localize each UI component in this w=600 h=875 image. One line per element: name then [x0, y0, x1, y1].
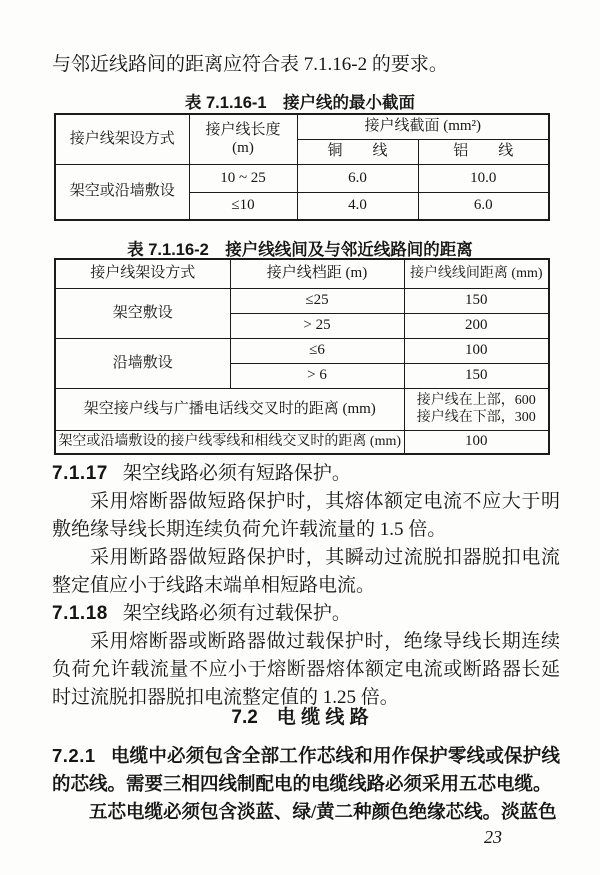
t2-cell-span: ≤6: [230, 338, 404, 363]
t1-header-length-line1: 接户线长度: [205, 121, 281, 138]
clause-7-2-1: [52, 742, 560, 799]
clause-7-2-1-block: [52, 742, 560, 827]
t1-cell-copper: 4.0: [297, 192, 418, 220]
clause-7-1-18: [52, 600, 560, 628]
clauses-block: [52, 460, 560, 712]
section-heading-7-2: 7.2 电 缆 线 路: [231, 707, 369, 728]
paragraph: 采用断路器做短路保护时，其瞬动过流脱扣器脱扣电流整定值应小于线路末端单相短路电流。: [52, 547, 560, 596]
t2-header-distance: 接户线线间距离 (mm): [404, 259, 549, 288]
t2-group-wall: 沿墙敷设: [55, 338, 230, 388]
intro-paragraph: [52, 51, 560, 79]
page-number: 23: [484, 827, 502, 847]
t2-cell-distance: 150: [404, 288, 549, 313]
table1-caption: 表 7.1.16-1 接户线的最小截面: [184, 94, 416, 112]
t1-header-copper: 铜 线: [297, 139, 418, 164]
intro-line: 与邻近线路间的距离应符合表 7.1.16-2 的要求。: [52, 54, 448, 75]
t2-neutral-value: 100: [404, 430, 549, 454]
t2-neutral-label: 架空或沿墙敷设的接户线零线和相线交叉时的距离 (mm): [55, 430, 404, 454]
t2-broadcast-value-line1: 接户线在上部，600: [416, 392, 536, 408]
clause-text: 架空线路必须有过载保护。: [122, 603, 351, 624]
t1-cell-length: 10 ~ 25: [189, 164, 297, 192]
t1-cell-length: ≤10: [189, 192, 297, 220]
t2-header-method: 接户线架设方式: [55, 259, 230, 288]
t2-cell-distance: 150: [404, 363, 549, 388]
t2-cell-span: ≤25: [230, 288, 404, 313]
paragraph: 采用熔断器做短路保护时，其熔体额定电流不应大于明敷绝缘导线长期连续负荷允许载流量的 1.5 倍。: [52, 491, 560, 540]
paragraph: 五芯电缆必须包含淡蓝、绿/黄二种颜色绝缘芯线。淡蓝色: [89, 803, 557, 823]
t2-broadcast-value-line2: 接户线在下部，300: [416, 410, 536, 425]
table-7-1-16-2: [54, 258, 550, 455]
table-row: [55, 338, 549, 363]
table2-caption: 表 7.1.16-2 接户线线间及与邻近线路间的距离: [127, 241, 473, 259]
t1-header-section-group: 接户线截面 (mm²): [297, 114, 549, 139]
t1-header-length-line2: (m): [232, 140, 254, 157]
t2-broadcast-value: [404, 388, 549, 430]
table-7-1-16-1: [54, 113, 550, 221]
table-row: [55, 114, 549, 139]
t2-cell-distance: 200: [404, 313, 549, 338]
t1-header-method: 接户线架设方式: [55, 114, 189, 164]
table-row: [55, 288, 549, 313]
paragraph: 采用熔断器或断路器做过载保护时，绝缘导线长期连续负荷允许载流量不应小于熔断器熔体额定电流或断路器长延时过流脱扣器脱扣电流整定值的 1.25 倍。: [52, 631, 560, 708]
clause-number: 7.1.17: [52, 463, 108, 484]
t2-cell-span: > 25: [230, 313, 404, 338]
clause-text: 电缆中必须包含全部工作芯线和用作保护零线或保护线的芯线。需要三相四线制配电的电缆线路必须采用五芯电缆。: [52, 747, 560, 795]
t2-group-overhead: 架空敷设: [55, 288, 230, 338]
clause-number: 7.1.18: [52, 603, 108, 624]
t2-broadcast-label: 架空接户线与广播电话线交叉时的距离 (mm): [55, 388, 404, 430]
table-row: [55, 164, 549, 192]
table-row: [55, 430, 549, 454]
t1-header-length: [189, 114, 297, 164]
clause-number: 7.2.1: [52, 745, 96, 766]
clause-text: 架空线路必须有短路保护。: [122, 463, 351, 484]
table-row: [55, 388, 549, 430]
t1-cell-copper: 6.0: [297, 164, 418, 192]
t2-header-span: 接户线档距 (m): [230, 259, 404, 288]
t1-cell-aluminum: 6.0: [418, 192, 549, 220]
t1-header-aluminum: 铝 线: [418, 139, 549, 164]
t1-group-label: 架空或沿墙敷设: [55, 164, 189, 220]
clause-7-1-17: [52, 460, 560, 488]
t2-cell-distance: 100: [404, 338, 549, 363]
table-row: [55, 259, 549, 288]
t1-cell-aluminum: 10.0: [418, 164, 549, 192]
t2-cell-span: > 6: [230, 363, 404, 388]
